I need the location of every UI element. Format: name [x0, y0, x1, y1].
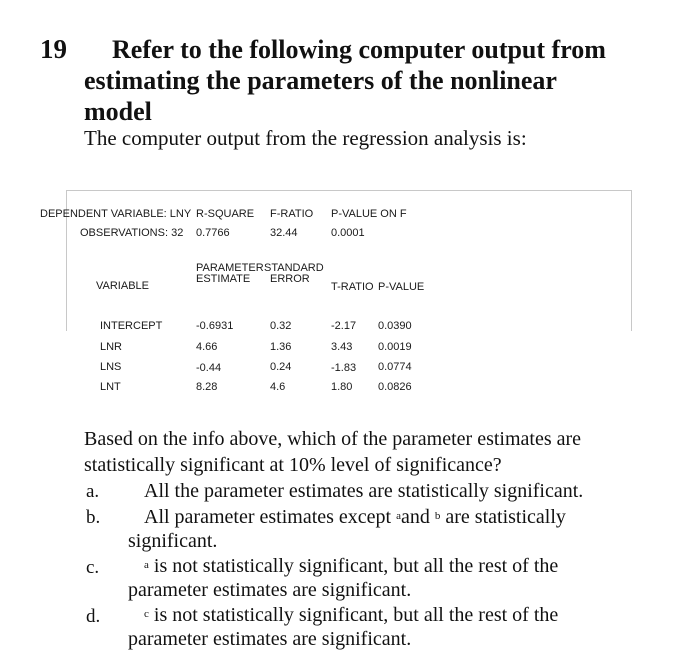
- dependent-variable-label: DEPENDENT VARIABLE: LNY: [40, 208, 192, 220]
- option-letter: d.: [86, 606, 101, 627]
- column-header-t-ratio: T-RATIO: [331, 281, 374, 293]
- variable-cell: INTERCEPT: [100, 320, 163, 332]
- t-ratio-cell: 1.80: [331, 381, 353, 393]
- option-text-line-2: parameter estimates are significant.: [128, 628, 412, 650]
- p-value-cell: 0.0774: [378, 361, 412, 373]
- column-header-error: ERROR: [270, 273, 310, 285]
- f-ratio-value: 32.44: [270, 227, 298, 239]
- std-error-cell: 0.24: [270, 361, 292, 373]
- p-value-on-f-value: 0.0001: [331, 227, 365, 239]
- estimate-cell: -0.44: [196, 362, 222, 374]
- parameter-symbol: a: [144, 559, 149, 571]
- question-title-line-1: Refer to the following computer output from: [112, 35, 606, 64]
- p-value-on-f-label: P-VALUE ON F: [331, 208, 407, 220]
- variable-cell: LNR: [100, 341, 123, 353]
- option-text-line-2: significant.: [128, 530, 218, 552]
- prompt-line-1: Based on the info above, which of the parameter estimates are: [84, 428, 582, 450]
- column-header-estimate: ESTIMATE: [196, 273, 251, 285]
- estimate-cell: 4.66: [196, 341, 218, 353]
- option-letter: a.: [86, 481, 100, 502]
- option-text: is not statistically significant, but all the rest of the: [153, 604, 559, 626]
- parameter-symbol: c: [144, 608, 149, 620]
- option-text-mid: and: [401, 506, 430, 528]
- option-text-line-1: [144, 555, 558, 578]
- option-text-line-2: parameter estimates are significant.: [128, 579, 412, 601]
- question-intro: The computer output from the regression analysis is:: [84, 126, 527, 150]
- estimate-cell: 8.28: [196, 381, 218, 393]
- column-header-variable: VARIABLE: [96, 280, 149, 292]
- option-text: All the parameter estimates are statistically significant.: [144, 480, 584, 502]
- column-header-p-value: P-VALUE: [378, 281, 425, 293]
- p-value-cell: 0.0826: [378, 381, 412, 393]
- std-error-cell: 0.32: [270, 320, 292, 332]
- column-header-standard: STANDARD: [264, 262, 324, 274]
- option-text-after: are statistically: [445, 506, 566, 528]
- option-letter: c.: [86, 557, 100, 578]
- question-number: 19: [40, 34, 67, 64]
- variable-cell: LNT: [100, 381, 121, 393]
- option-text-line-1: [144, 506, 566, 529]
- variable-cell: LNS: [100, 361, 122, 373]
- std-error-cell: 4.6: [270, 381, 286, 393]
- t-ratio-cell: 3.43: [331, 341, 353, 353]
- option-letter: b.: [86, 507, 101, 528]
- question-title-line-3: model: [84, 97, 152, 126]
- p-value-cell: 0.0019: [378, 341, 412, 353]
- t-ratio-cell: -2.17: [331, 320, 357, 332]
- t-ratio-cell: -1.83: [331, 362, 357, 374]
- prompt-line-2: statistically significant at 10% level of significance?: [84, 454, 502, 476]
- r-square-label: R-SQUARE: [196, 208, 255, 220]
- question-title-line-2: estimating the parameters of the nonlinear: [84, 66, 557, 95]
- observations-label: OBSERVATIONS: 32: [80, 227, 184, 239]
- option-text: is not statistically significant, but all the rest of the: [153, 555, 559, 577]
- option-text-before: All parameter estimates except: [144, 506, 392, 528]
- parameter-symbol: a: [396, 510, 401, 522]
- parameter-symbol: b: [434, 510, 441, 522]
- p-value-cell: 0.0390: [378, 320, 412, 332]
- r-square-value: 0.7766: [196, 227, 230, 239]
- f-ratio-label: F-RATIO: [270, 208, 314, 220]
- column-header-parameter: PARAMETER: [196, 262, 264, 274]
- option-text-line-1: [144, 604, 558, 627]
- std-error-cell: 1.36: [270, 341, 292, 353]
- estimate-cell: -0.6931: [196, 320, 234, 332]
